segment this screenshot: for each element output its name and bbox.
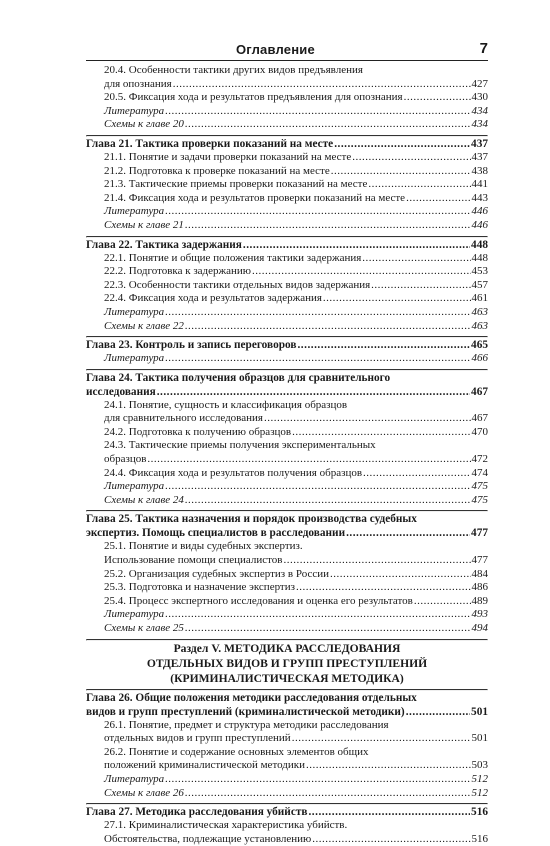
entry-title: Глава 25. Тактика назначения и порядок производства судебных	[86, 513, 417, 526]
entry-page-number: 477	[471, 554, 488, 567]
toc-entry[interactable]	[86, 833, 488, 846]
entry-page-number: 484	[471, 567, 488, 580]
entry-title: 25.4. Процесс экспертного исследования и оценка его результатов	[104, 594, 413, 607]
entry-page-number: 446	[471, 205, 488, 218]
toc-entry	[86, 399, 488, 413]
entry-title: Схемы к главе 25	[104, 622, 184, 634]
section-heading-line: (КРИМИНАЛИСТИЧЕСКАЯ МЕТОДИКА)	[170, 671, 404, 685]
dot-leader	[172, 78, 471, 92]
entry-page-number: 466	[471, 352, 488, 365]
dot-leader	[305, 759, 471, 773]
entry-title: экспертиз. Помощь специалистов в расследовании	[86, 527, 346, 540]
entry-title: Схемы к главе 26	[104, 786, 184, 799]
dot-leader	[403, 91, 471, 105]
entry-title: 25.2. Организация судебных экспертиз в России	[104, 567, 330, 580]
entry-page-number: 427	[471, 77, 488, 90]
toc-entry[interactable]	[86, 787, 488, 801]
entry-title: 22.1. Понятие и общие положения тактики задержания	[104, 251, 362, 264]
entry-title: Глава 27. Методика расследования убийств	[86, 806, 308, 819]
section-heading-line: Раздел V. МЕТОДИКА РАССЛЕДОВАНИЯ	[173, 641, 401, 655]
entry-title: 25.3. Подготовка и назначение экспертиз	[104, 581, 295, 594]
entry-title: 21.4. Фиксация хода и результатов проверки показаний на месте	[104, 191, 406, 204]
dot-leader	[405, 192, 470, 206]
header-title: Оглавление	[236, 42, 315, 57]
toc-entry[interactable]	[86, 622, 488, 636]
entry-page-number: 486	[471, 581, 488, 594]
toc-entry[interactable]	[86, 554, 488, 568]
chapter-entry[interactable]	[86, 526, 488, 540]
entry-title: 25.1. Понятие и виды судебных экспертиз.	[104, 540, 303, 553]
dot-leader	[184, 494, 471, 508]
entry-title: 27.1. Криминалистическая характеристика убийств.	[104, 819, 348, 832]
toc-entry	[86, 64, 488, 78]
entry-page-number: 441	[471, 178, 488, 191]
dot-leader	[184, 320, 471, 334]
chapter-entry[interactable]	[86, 238, 488, 252]
dot-leader	[164, 773, 470, 787]
dot-leader	[362, 467, 470, 481]
dot-leader	[291, 426, 470, 440]
entry-page-number: 477	[471, 527, 488, 540]
entry-page-number: 467	[471, 412, 488, 425]
entry-title: 24.3. Тактические приемы получения экспериментальных	[104, 439, 376, 452]
dot-leader	[291, 732, 471, 746]
toc-entry[interactable]	[86, 608, 488, 622]
toc-entry[interactable]	[86, 265, 488, 279]
entry-title: Схемы к главе 22	[104, 319, 184, 332]
toc-entry	[86, 746, 488, 760]
entry-page-number: 475	[471, 493, 488, 506]
entry-title: Глава 24. Тактика получения образцов для сравнительного	[86, 371, 391, 384]
entry-page-number: 465	[471, 339, 488, 352]
entry-title: Литература	[104, 104, 165, 117]
toc-entry[interactable]	[86, 480, 488, 494]
entry-page-number: 467	[471, 385, 488, 398]
toc-entry[interactable]	[86, 320, 488, 334]
dot-leader	[146, 453, 470, 467]
entry-title: Глава 23. Контроль и запись переговоров	[86, 339, 297, 352]
entry-page-number: 437	[471, 150, 488, 163]
toc-entry	[86, 819, 488, 833]
entry-title: Глава 22. Тактика задержания	[86, 238, 242, 251]
header-page-number: 7	[479, 40, 488, 57]
entry-title: 26.1. Понятие, предмет и структура методики расследования	[104, 718, 389, 731]
entry-title: 22.4. Фиксация хода и результатов задержания	[104, 292, 322, 305]
entry-page-number: 493	[471, 608, 488, 621]
toc-entry[interactable]	[86, 581, 488, 595]
toc-entry[interactable]	[86, 568, 488, 582]
toc-entry[interactable]	[86, 306, 488, 320]
toc-entry[interactable]	[86, 151, 488, 165]
chapter-entry[interactable]	[86, 137, 488, 151]
toc-entry[interactable]	[86, 91, 488, 105]
dot-leader	[405, 705, 470, 719]
toc-entry[interactable]	[86, 205, 488, 219]
dot-leader	[184, 787, 471, 801]
entry-title: 24.1. Понятие, сущность и классификация образцов	[104, 398, 348, 411]
entry-title: Литература	[104, 480, 165, 493]
entry-title: Литература	[104, 305, 165, 318]
toc-entry[interactable]	[86, 759, 488, 773]
toc-entry[interactable]	[86, 426, 488, 440]
entry-page-number: 512	[471, 786, 488, 799]
dot-leader	[184, 622, 471, 636]
toc-entry[interactable]	[86, 412, 488, 426]
entry-page-number: 438	[471, 164, 488, 177]
entry-page-number: 457	[471, 278, 488, 291]
entry-page-number: 474	[471, 466, 488, 479]
entry-title: образцов	[104, 453, 147, 466]
toc-entry	[86, 719, 488, 733]
entry-title: исследования	[86, 385, 156, 398]
entry-page-number: 512	[471, 772, 488, 785]
dot-leader	[330, 165, 471, 179]
entry-title: 20.4. Особенности тактики других видов предъявления	[104, 64, 363, 76]
entry-title: видов и групп преступлений (криминалистической методики)	[86, 705, 405, 718]
dot-leader	[351, 151, 470, 165]
chapter-entry	[86, 512, 488, 526]
toc-entry[interactable]	[86, 453, 488, 467]
dot-leader	[311, 833, 470, 846]
entry-page-number: 463	[471, 319, 488, 332]
toc-entry[interactable]	[86, 219, 488, 233]
dot-leader	[282, 554, 470, 568]
entry-title: для сравнительного исследования	[104, 412, 263, 425]
dot-leader	[295, 581, 471, 595]
entry-title: положений криминалистической методики	[104, 759, 305, 772]
entry-title: 24.2. Подготовка к получению образцов	[104, 425, 292, 438]
dot-leader	[333, 137, 470, 151]
entry-title: Литература	[104, 772, 165, 785]
dot-leader	[156, 385, 470, 399]
dot-leader	[164, 105, 470, 119]
toc-entry[interactable]	[86, 178, 488, 192]
dot-leader	[251, 265, 470, 279]
dot-leader	[242, 238, 470, 252]
entry-title: 21.1. Понятие и задачи проверки показаний на месте	[104, 150, 352, 163]
separator-line	[86, 639, 488, 641]
entry-page-number: 503	[471, 759, 488, 772]
dot-leader	[263, 412, 471, 426]
toc-entry[interactable]	[86, 773, 488, 787]
entry-page-number: 475	[471, 480, 488, 493]
entry-title: отдельных видов и групп преступлений	[104, 732, 291, 745]
toc-entry[interactable]	[86, 494, 488, 508]
entry-title: 21.3. Тактические приемы проверки показаний на месте	[104, 178, 368, 191]
entry-page-number: 489	[471, 594, 488, 607]
dot-leader	[296, 338, 470, 352]
dot-leader	[184, 118, 471, 132]
entry-title: Глава 26. Общие положения методики расследования отдельных	[86, 691, 417, 704]
toc-entry[interactable]	[86, 352, 488, 366]
entry-title: Литература	[104, 352, 165, 365]
dot-leader	[184, 219, 471, 233]
entry-title: Обстоятельства, подлежащие установлению	[104, 832, 312, 845]
entry-page-number: 470	[471, 425, 488, 438]
dot-leader	[322, 292, 471, 306]
section-heading-line: ОТДЕЛЬНЫХ ВИДОВ И ГРУПП ПРЕСТУПЛЕНИЙ	[146, 656, 428, 670]
entry-title: для опознания	[104, 77, 172, 90]
chapter-entry[interactable]	[86, 705, 488, 719]
toc-entry[interactable]	[86, 192, 488, 206]
table-of-contents	[86, 64, 488, 846]
toc-entry[interactable]	[86, 292, 488, 306]
entry-page-number: 448	[471, 251, 488, 264]
entry-title: Глава 21. Тактика проверки показаний на месте	[86, 137, 334, 150]
entry-title: Литература	[104, 608, 165, 621]
toc-entry[interactable]	[86, 165, 488, 179]
entry-title: 21.2. Подготовка к проверке показаний на месте	[104, 164, 330, 177]
dot-leader	[370, 279, 470, 293]
entry-page-number: 453	[471, 265, 488, 278]
dot-leader	[307, 805, 470, 819]
entry-page-number: 461	[471, 292, 488, 305]
entry-title: 26.2. Понятие и содержание основных элементов общих	[104, 745, 369, 758]
entry-title: Схемы к главе 21	[104, 218, 184, 231]
entry-page-number: 430	[471, 91, 488, 104]
toc-entry[interactable]	[86, 279, 488, 293]
dot-leader	[164, 608, 470, 622]
chapter-entry[interactable]	[86, 385, 488, 399]
entry-page-number: 516	[471, 832, 488, 845]
toc-entry[interactable]	[86, 105, 488, 119]
entry-page-number: 448	[471, 238, 488, 251]
running-header	[86, 38, 488, 61]
entry-page-number: 501	[471, 705, 488, 718]
dot-leader	[164, 480, 470, 494]
entry-title: 20.5. Фиксация хода и результатов предъявления для опознания	[104, 91, 403, 104]
chapter-entry	[86, 371, 488, 385]
toc-entry[interactable]	[86, 252, 488, 266]
entry-page-number: 437	[471, 137, 488, 150]
dot-leader	[361, 252, 470, 266]
entry-title: Литература	[104, 205, 165, 218]
entry-title: Схемы к главе 20	[104, 118, 184, 131]
toc-entry[interactable]	[86, 467, 488, 481]
entry-title: 22.3. Особенности тактики отдельных видов задержания	[104, 278, 371, 291]
toc-entry[interactable]	[86, 78, 488, 92]
dot-leader	[367, 178, 470, 192]
chapter-entry	[86, 691, 488, 705]
entry-page-number: 443	[471, 191, 488, 204]
dot-leader	[164, 205, 470, 219]
entry-page-number: 463	[471, 305, 488, 318]
dot-leader	[329, 568, 470, 582]
dot-leader	[164, 306, 470, 320]
toc-entry	[86, 439, 488, 453]
entry-page-number: 501	[471, 732, 488, 745]
chapter-entry[interactable]	[86, 338, 488, 352]
dot-leader	[345, 526, 470, 540]
entry-page-number: 494	[471, 622, 488, 634]
toc-entry[interactable]	[86, 595, 488, 609]
chapter-entry[interactable]	[86, 805, 488, 819]
entry-page-number: 434	[471, 118, 488, 131]
toc-entry[interactable]	[86, 732, 488, 746]
entry-page-number: 472	[471, 453, 488, 466]
dot-leader	[164, 352, 470, 366]
entry-page-number: 434	[471, 104, 488, 117]
entry-title: 24.4. Фиксация хода и результатов получения образцов	[104, 466, 363, 479]
entry-page-number: 446	[471, 218, 488, 231]
entry-title: 22.2. Подготовка к задержанию	[104, 265, 252, 278]
dot-leader	[413, 595, 471, 609]
entry-title: Использование помощи специалистов	[104, 554, 283, 567]
toc-entry	[86, 540, 488, 554]
toc-entry[interactable]	[86, 118, 488, 132]
entry-page-number: 516	[471, 806, 488, 819]
entry-title: Схемы к главе 24	[104, 493, 184, 506]
